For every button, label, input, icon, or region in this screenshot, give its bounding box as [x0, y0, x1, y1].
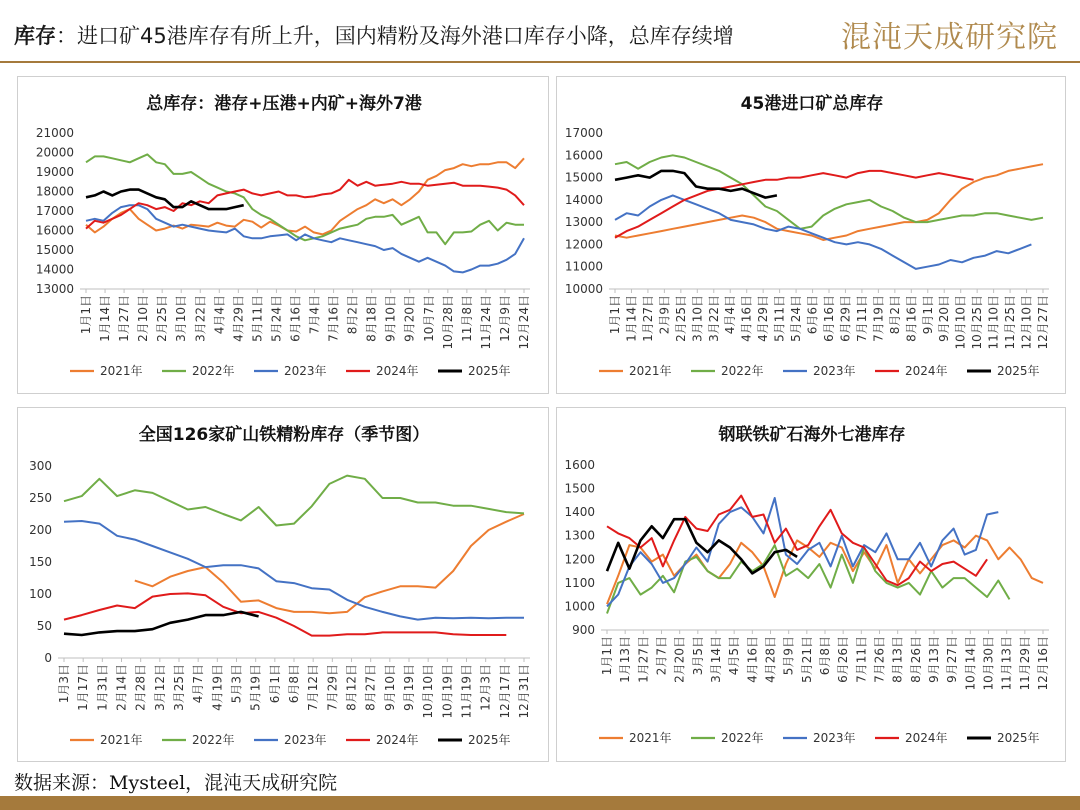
series-line-2024 [86, 180, 524, 229]
chart-concentrate-inventory [18, 408, 550, 763]
y-tick-label: 1200 [564, 552, 595, 567]
x-tick-label: 9月19日 [402, 664, 416, 711]
series-line-2025 [64, 612, 259, 635]
x-tick-label: 12月27日 [1036, 295, 1050, 350]
series-line-2025 [615, 171, 777, 198]
y-tick-label: 13000 [564, 215, 603, 230]
series-line-2022 [615, 155, 1043, 229]
legend-label: 2024年 [905, 364, 948, 378]
legend-label: 2025年 [468, 733, 511, 747]
x-tick-label: 1月14日 [98, 295, 113, 342]
series-line-2023 [607, 498, 998, 606]
legend-label: 2024年 [905, 731, 948, 745]
x-tick-label: 6月8日 [818, 636, 832, 676]
x-tick-label: 1月1日 [608, 295, 622, 335]
series-line-2023 [615, 195, 1031, 269]
x-tick-label: 5月9日 [781, 636, 796, 676]
x-tick-label: 2月20日 [672, 636, 687, 683]
x-tick-label: 12月31日 [517, 664, 531, 719]
x-tick-label: 6月6日 [805, 295, 820, 335]
x-tick-label: 10月10日 [421, 664, 436, 719]
legend-label: 2021年 [629, 364, 672, 378]
y-tick-label: 50 [36, 619, 52, 633]
x-tick-label: 10月14日 [963, 636, 978, 691]
x-tick-label: 11月25日 [1003, 295, 1018, 350]
footer-bar [0, 796, 1080, 810]
x-tick-label: 6月29日 [838, 295, 853, 342]
x-tick-label: 5月24日 [789, 295, 804, 342]
series-line-2022 [64, 476, 524, 526]
x-tick-label: 9月10日 [383, 295, 398, 342]
x-tick-label: 9月13日 [927, 636, 941, 683]
y-tick-label: 16000 [564, 148, 603, 163]
x-tick-label: 5月21日 [799, 636, 814, 683]
x-tick-label: 8月13日 [890, 636, 905, 683]
x-tick-label: 1月14日 [624, 295, 639, 342]
legend-label: 2022年 [721, 364, 764, 378]
x-tick-label: 6月26日 [836, 636, 851, 683]
x-tick-label: 2月9日 [657, 295, 672, 335]
y-tick-label: 1300 [564, 528, 595, 543]
x-tick-label: 11月13日 [999, 636, 1014, 691]
series-line-2023 [64, 521, 524, 620]
y-tick-label: 10000 [564, 282, 603, 296]
x-tick-label: 1月1日 [79, 295, 93, 335]
x-tick-label: 10月10日 [953, 295, 968, 350]
legend-label: 2025年 [997, 364, 1040, 378]
y-tick-label: 150 [29, 555, 52, 569]
x-tick-label: 7月11日 [854, 295, 869, 342]
x-tick-label: 12月24日 [517, 295, 531, 350]
x-tick-label: 7月12日 [306, 664, 321, 711]
page-title [14, 20, 734, 50]
x-tick-label: 8月2日 [887, 295, 902, 335]
x-tick-label: 9月20日 [402, 295, 417, 342]
legend-label: 2021年 [100, 364, 143, 378]
y-tick-label: 15000 [564, 170, 603, 185]
x-tick-label: 12月17日 [497, 664, 512, 719]
x-tick-label: 1月27日 [640, 295, 655, 342]
x-tick-label: 4月29日 [231, 295, 246, 342]
y-tick-label: 14000 [35, 262, 74, 277]
legend-label: 2022年 [192, 733, 235, 747]
chart-total-inventory [18, 77, 550, 395]
legend-label: 2025年 [997, 731, 1040, 745]
y-tick-label: 20000 [35, 145, 74, 160]
chart-port45-inventory [557, 77, 1067, 395]
brand-logo: 混沌天成研究院 [841, 20, 1058, 55]
x-tick-label: 4月5日 [727, 636, 742, 676]
legend-label: 2024年 [376, 733, 419, 747]
x-tick-label: 10月28日 [440, 295, 455, 350]
y-tick-label: 13000 [35, 282, 74, 296]
series-line-2022 [86, 154, 524, 244]
y-tick-label: 17000 [564, 126, 603, 140]
x-tick-label: 8月12日 [344, 664, 359, 711]
x-tick-label: 12月16日 [1036, 636, 1050, 691]
x-tick-label: 4月16日 [745, 636, 760, 683]
x-tick-label: 4月29日 [756, 295, 771, 342]
x-tick-label: 1月27日 [117, 295, 132, 342]
x-tick-label: 5月3日 [229, 664, 244, 704]
x-tick-label: 1月17日 [76, 664, 91, 711]
x-tick-label: 2月25日 [673, 295, 688, 342]
x-tick-label: 6月16日 [822, 295, 836, 342]
x-tick-label: 6月8日 [287, 664, 301, 704]
x-tick-label: 2月14日 [114, 664, 129, 711]
x-tick-label: 10月25日 [970, 295, 985, 350]
y-tick-label: 17000 [35, 204, 74, 218]
y-tick-label: 15000 [35, 243, 74, 257]
y-tick-label: 1500 [564, 481, 595, 496]
x-tick-label: 1月3日 [57, 664, 71, 704]
data-source-note: 数据来源：Mysteel，混沌天成研究院 [14, 772, 338, 794]
x-tick-label: 6月16日 [288, 295, 303, 342]
y-tick-label: 100 [29, 587, 52, 601]
x-tick-label: 11月19日 [459, 664, 474, 719]
x-tick-label: 3月22日 [193, 295, 208, 342]
y-tick-label: 19000 [35, 165, 74, 179]
y-tick-label: 1100 [564, 575, 595, 590]
x-tick-label: 3月25日 [172, 664, 186, 711]
x-tick-label: 12月3日 [478, 664, 493, 711]
x-tick-label: 2月28日 [133, 664, 148, 711]
x-tick-label: 7月19日 [871, 295, 886, 342]
x-tick-label: 7月26日 [872, 636, 887, 683]
legend-label: 2021年 [629, 731, 672, 745]
x-tick-label: 5月11日 [250, 295, 265, 342]
x-tick-label: 1月13日 [618, 636, 633, 683]
x-tick-label: 9月1日 [920, 295, 935, 335]
x-tick-label: 7月29日 [325, 664, 340, 711]
x-tick-label: 8月27日 [363, 664, 378, 711]
chart-title: 45港进口矿总库存 [740, 94, 884, 114]
page-title-text: ：进口矿45港库存有所上升，国内精粉及海外港口库存小降，总库存续增 [56, 24, 734, 48]
x-tick-label: 11月8日 [459, 295, 474, 342]
legend-label: 2022年 [721, 731, 764, 745]
legend-label: 2023年 [284, 364, 327, 378]
x-tick-label: 4月4日 [212, 295, 227, 335]
legend-label: 2023年 [284, 733, 327, 747]
legend-label: 2023年 [813, 731, 856, 745]
header [0, 0, 1080, 62]
header-rule [0, 61, 1080, 63]
x-tick-label: 3月10日 [690, 295, 705, 342]
x-tick-label: 5月24日 [269, 295, 284, 342]
chart-title: 钢联铁矿石海外七港库存 [718, 425, 906, 445]
x-tick-label: 10月30日 [981, 636, 996, 691]
y-tick-label: 900 [572, 623, 595, 637]
y-tick-label: 18000 [35, 184, 74, 199]
y-tick-label: 1600 [564, 458, 595, 472]
y-tick-label: 300 [29, 459, 52, 473]
x-tick-label: 9月10日 [382, 664, 397, 711]
x-tick-label: 2月7日 [654, 636, 669, 676]
chart-title: 总库存：港存+压港+内矿+海外7港 [146, 94, 422, 114]
x-tick-label: 4月4日 [723, 295, 738, 335]
x-tick-label: 7月16日 [326, 295, 341, 342]
x-tick-label: 11月24日 [478, 295, 493, 350]
x-tick-label: 11月10日 [986, 295, 1001, 350]
chart-panel-port45-inventory [556, 76, 1066, 394]
x-tick-label: 7月4日 [307, 295, 322, 335]
x-tick-label: 6月1日 [267, 664, 282, 704]
legend-label: 2025年 [468, 364, 511, 378]
legend-label: 2023年 [813, 364, 856, 378]
x-tick-label: 4月19日 [210, 664, 225, 711]
x-tick-label: 4月16日 [739, 295, 754, 342]
x-tick-label: 1月27日 [636, 636, 651, 683]
legend-label: 2024年 [376, 364, 419, 378]
x-tick-label: 8月2日 [345, 295, 360, 335]
x-tick-label: 11月29日 [1017, 636, 1032, 691]
y-tick-label: 1000 [564, 599, 595, 614]
x-tick-label: 8月16日 [904, 295, 919, 342]
x-tick-label: 4月28日 [763, 636, 778, 683]
x-tick-label: 9月20日 [937, 295, 952, 342]
x-tick-label: 2月25日 [155, 295, 170, 342]
x-tick-label: 3月14日 [709, 636, 723, 683]
chart-panel-total-inventory [17, 76, 549, 394]
x-tick-label: 7月11日 [854, 636, 869, 683]
y-tick-label: 200 [29, 523, 52, 537]
chart-panel-concentrate-inventory [17, 407, 549, 762]
x-tick-label: 9月27日 [945, 636, 960, 683]
x-tick-label: 12月9日 [497, 295, 512, 342]
y-tick-label: 21000 [35, 126, 74, 140]
series-line-2021 [135, 514, 524, 613]
series-line-2023 [86, 205, 524, 272]
x-tick-label: 1月31日 [95, 664, 110, 711]
y-tick-label: 11000 [564, 259, 603, 274]
x-tick-label: 10月19日 [440, 664, 455, 719]
x-tick-label: 3月10日 [174, 295, 189, 342]
x-tick-label: 3月5日 [690, 636, 705, 676]
x-tick-label: 3月12日 [152, 664, 167, 711]
x-tick-label: 4月7日 [191, 664, 206, 704]
x-tick-label: 5月19日 [248, 664, 263, 711]
y-tick-label: 1400 [564, 505, 595, 520]
y-tick-label: 14000 [564, 192, 603, 207]
y-tick-label: 12000 [564, 237, 603, 252]
x-tick-label: 8月18日 [364, 295, 379, 342]
x-tick-label: 1月1日 [600, 636, 614, 676]
chart-panel-overseas7-inventory [556, 407, 1066, 762]
x-tick-label: 5月11日 [772, 295, 787, 342]
x-tick-label: 8月26日 [908, 636, 923, 683]
y-tick-label: 0 [44, 651, 52, 665]
legend-label: 2021年 [100, 733, 143, 747]
series-line-2024 [64, 593, 506, 635]
x-tick-label: 10月7日 [421, 295, 436, 342]
x-tick-label: 2月10日 [136, 295, 151, 342]
legend-label: 2022年 [192, 364, 235, 378]
x-tick-label: 12月10日 [1019, 295, 1034, 350]
page-title-bold: 库存 [14, 24, 56, 48]
chart-overseas7-inventory [557, 408, 1067, 763]
y-tick-label: 250 [29, 491, 52, 505]
y-tick-label: 16000 [35, 223, 74, 238]
chart-title: 全国126家矿山铁精粉库存（季节图） [138, 425, 430, 445]
x-tick-label: 3月22日 [706, 295, 721, 342]
